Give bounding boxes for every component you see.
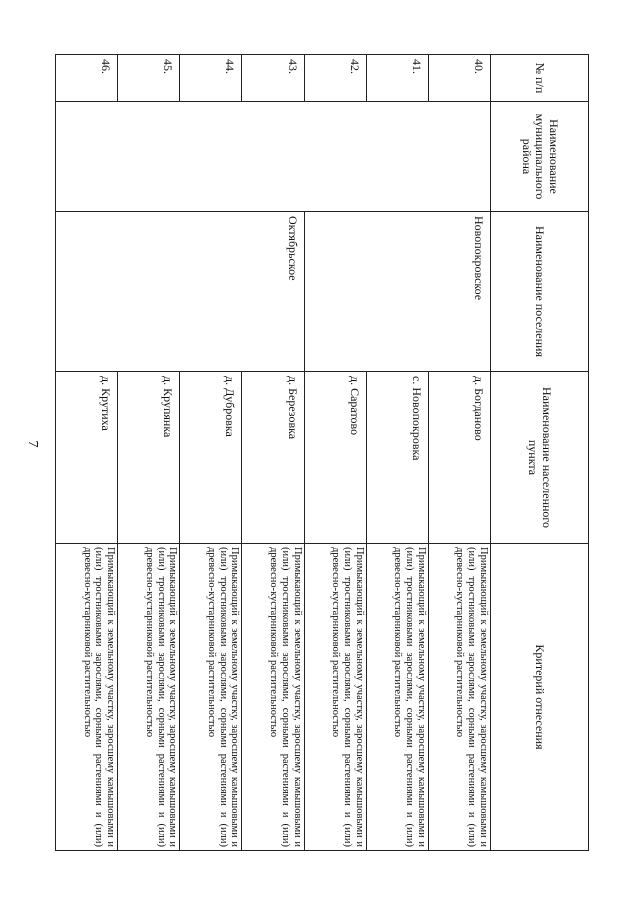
row-criterion: Примыкающий к земельному участку, заросшему камышовыми и (или) тростниковыми зарослями, сорными растениями и (или) древесно-кустарниковой растительностью <box>428 544 490 851</box>
row-locality: д. Березовка <box>242 372 304 544</box>
row-criterion: Примыкающий к земельному участку, заросшему камышовыми и (или) тростниковыми зарослями, сорными растениями и (или) древесно-кустарниковой растительностью <box>118 544 180 851</box>
row-criterion: Примыкающий к земельному участку, заросшему камышовыми и (или) тростниковыми зарослями, сорными растениями и (или) древесно-кустарниковой растительностью <box>242 544 304 851</box>
row-settlement: Октябрьское <box>242 212 304 372</box>
row-num: 42. <box>304 55 366 102</box>
row-settlement <box>56 212 118 372</box>
row-locality: д. Крутиха <box>56 372 118 544</box>
row-criterion: Примыкающий к земельному участку, заросшему камышовыми и (или) тростниковыми зарослями, сорными растениями и (или) древесно-кустарниковой растительностью <box>304 544 366 851</box>
row-district <box>118 102 180 212</box>
page-number: 7 <box>25 440 40 448</box>
header-locality: Наименование населенного пункта <box>491 372 589 544</box>
table-header-row <box>491 55 589 851</box>
header-district: Наименование муниципального района <box>491 102 589 212</box>
row-settlement <box>118 212 180 372</box>
row-settlement <box>366 212 428 372</box>
header-num: № п/п <box>491 55 589 102</box>
row-settlement <box>180 212 242 372</box>
row-settlement <box>304 212 366 372</box>
row-locality: д. Саратово <box>304 372 366 544</box>
row-num: 46. <box>56 55 118 102</box>
row-num: 40. <box>428 55 490 102</box>
row-num: 43. <box>242 55 304 102</box>
table-row <box>366 55 428 851</box>
table-row <box>304 55 366 851</box>
row-district <box>428 102 490 212</box>
row-district <box>242 102 304 212</box>
row-num: 44. <box>180 55 242 102</box>
header-settlement: Наименование поселения <box>491 212 589 372</box>
header-criterion: Критерий отнесения <box>491 544 589 851</box>
row-criterion: Примыкающий к земельному участку, заросшему камышовыми и (или) тростниковыми зарослями, сорными растениями и (или) древесно-кустарниковой растительностью <box>366 544 428 851</box>
rotated-table-container <box>55 54 589 850</box>
row-num: 41. <box>366 55 428 102</box>
table-row <box>56 55 118 851</box>
row-locality: д. Богданово <box>428 372 490 544</box>
row-locality: д. Дубровка <box>180 372 242 544</box>
row-district <box>366 102 428 212</box>
criteria-table <box>55 54 589 851</box>
table-row <box>180 55 242 851</box>
row-criterion: Примыкающий к земельному участку, заросшему камышовыми и (или) тростниковыми зарослями, сорными растениями и (или) древесно-кустарниковой растительностью <box>56 544 118 851</box>
row-settlement: Новопокровское <box>428 212 490 372</box>
table-row <box>242 55 304 851</box>
row-locality: с. Новопокровка <box>366 372 428 544</box>
row-district <box>180 102 242 212</box>
row-locality: д. Крупянка <box>118 372 180 544</box>
table-row <box>118 55 180 851</box>
row-district <box>304 102 366 212</box>
row-district <box>56 102 118 212</box>
row-criterion: Примыкающий к земельному участку, заросшему камышовыми и (или) тростниковыми зарослями, сорными растениями и (или) древесно-кустарниковой растительностью <box>180 544 242 851</box>
row-num: 45. <box>118 55 180 102</box>
table-row <box>428 55 490 851</box>
